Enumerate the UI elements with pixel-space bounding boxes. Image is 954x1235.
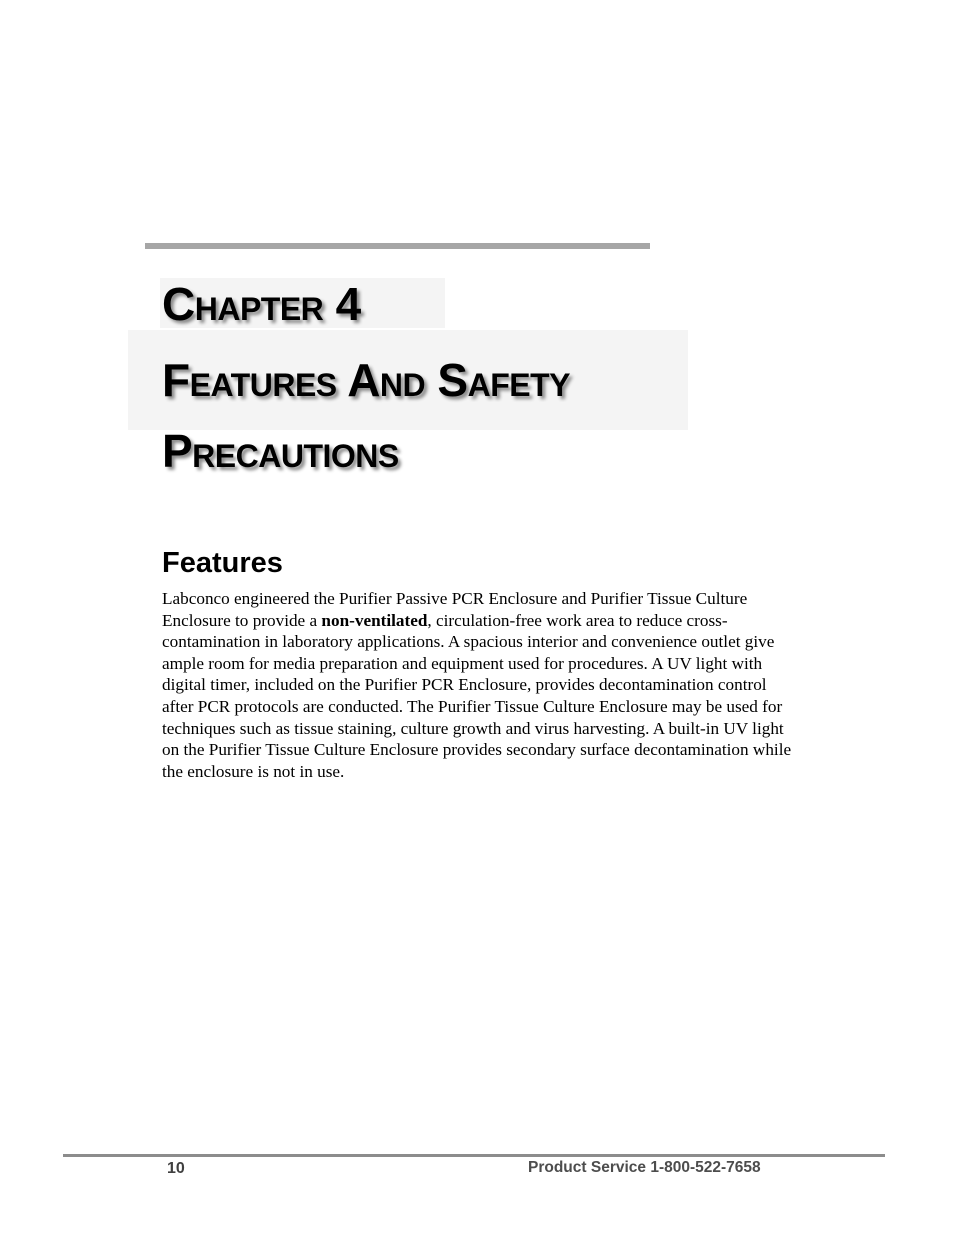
section-heading-features: Features [162, 547, 283, 579]
paragraph-text: , circulation-free work area to reduce cross-contamination in laboratory applications. A spacious interior and convenience outlet give ample room for media preparation and equipment used for procedures. A UV light with digital timer, included on the Purifier PCR Enclosure, provides decontamination control after PCR protocols are conducted. The Purifier Tissue Culture Enclosure may be used for techniques such as tissue staining, culture growth and virus harvesting. A built-in UV light on the Purifier Tissue Culture Enclosure provides secondary surface decontamination while the enclosure is not in use. [162, 610, 792, 781]
footer-product-service: Product Service 1-800-522-7658 [528, 1159, 761, 1176]
footer-rule [63, 1154, 885, 1157]
chapter-title-line-1: Features And Safety [162, 354, 570, 406]
page-number: 10 [167, 1160, 185, 1177]
paragraph-bold-term: non-ventilated [321, 610, 428, 630]
features-paragraph [162, 588, 792, 782]
chapter-title-line-2: Precautions [162, 425, 399, 477]
chapter-number-title: Chapter 4 [162, 278, 361, 330]
chapter-top-rule [145, 243, 650, 249]
paragraph-text: Labconco engineered the Purifier Passive PCR Enclosure and Purifier Tissue Culture Enclosure to provide a [162, 589, 748, 630]
